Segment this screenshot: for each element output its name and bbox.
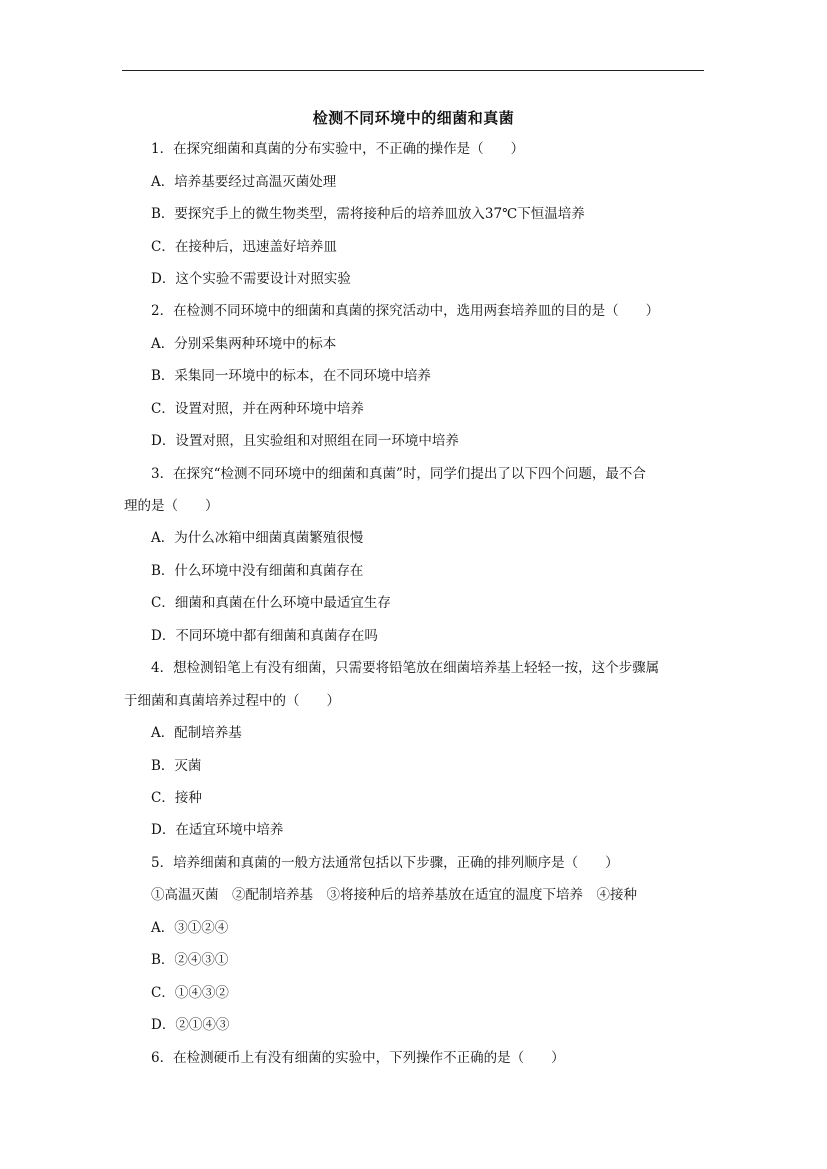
question-4-option-a: A．配制培养基 — [151, 725, 242, 741]
question-4-option-d: D．在适宜环境中培养 — [151, 822, 284, 838]
question-2-option-d: D．设置对照，且实验组和对照组在同一环境中培养 — [151, 433, 459, 449]
question-5-stem: 5．培养细菌和真菌的一般方法通常包括以下步骤，正确的排列顺序是（ ） — [151, 855, 619, 871]
question-4-option-c: C．接种 — [151, 790, 202, 806]
question-1-option-b: B．要探究手上的微生物类型，需将接种后的培养皿放入37℃下恒温培养 — [151, 206, 585, 222]
question-5-option-b: B．②④③① — [151, 952, 229, 968]
question-3-stem-line-2: 理的是（ ） — [124, 498, 219, 514]
question-5-option-c: C．①④③② — [151, 985, 229, 1001]
document-title: 检测不同环境中的细菌和真菌 — [312, 109, 515, 127]
question-3-option-a: A．为什么冰箱中细菌真菌繁殖很慢 — [151, 530, 364, 546]
question-2-option-a: A．分别采集两种环境中的标本 — [151, 336, 337, 352]
question-4-stem-line-2: 于细菌和真菌培养过程中的（ ） — [124, 693, 340, 709]
question-1-option-a: A．培养基要经过高温灭菌处理 — [151, 174, 337, 190]
question-5-option-d: D．②①④③ — [151, 1017, 230, 1033]
question-4-stem-line-1: 4．想检测铅笔上有没有细菌，只需要将铅笔放在细菌培养基上轻轻一按，这个步骤属 — [151, 660, 660, 676]
question-6-stem: 6．在检测硬币上有没有细菌的实验中，下列操作不正确的是（ ） — [151, 1050, 565, 1066]
question-3-option-d: D．不同环境中都有细菌和真菌存在吗 — [151, 628, 378, 644]
question-1-option-c: C．在接种后，迅速盖好培养皿 — [151, 239, 337, 255]
question-3-option-c: C．细菌和真菌在什么环境中最适宜生存 — [151, 595, 391, 611]
question-4-option-b: B．灭菌 — [151, 758, 202, 774]
question-1-option-d: D．这个实验不需要设计对照实验 — [151, 271, 351, 287]
question-5-option-a: A．③①②④ — [151, 920, 229, 936]
question-5-steps: ①高温灭菌 ②配制培养基 ③将接种后的培养基放在适宜的温度下培养 ④接种 — [151, 887, 637, 903]
question-1-stem: 1．在探究细菌和真菌的分布实验中，不正确的操作是（ ） — [151, 141, 525, 157]
question-2-stem: 2．在检测不同环境中的细菌和真菌的探究活动中，选用两套培养皿的目的是（ ） — [151, 303, 660, 319]
question-2-option-c: C．设置对照，并在两种环境中培养 — [151, 401, 364, 417]
question-3-option-b: B．什么环境中没有细菌和真菌存在 — [151, 563, 364, 579]
question-3-stem-line-1: 3．在探究“检测不同环境中的细菌和真菌”时，同学们提出了以下四个问题，最不合 — [151, 466, 646, 482]
header-rule — [122, 70, 704, 71]
question-2-option-b: B．采集同一环境中的标本，在不同环境中培养 — [151, 368, 431, 384]
